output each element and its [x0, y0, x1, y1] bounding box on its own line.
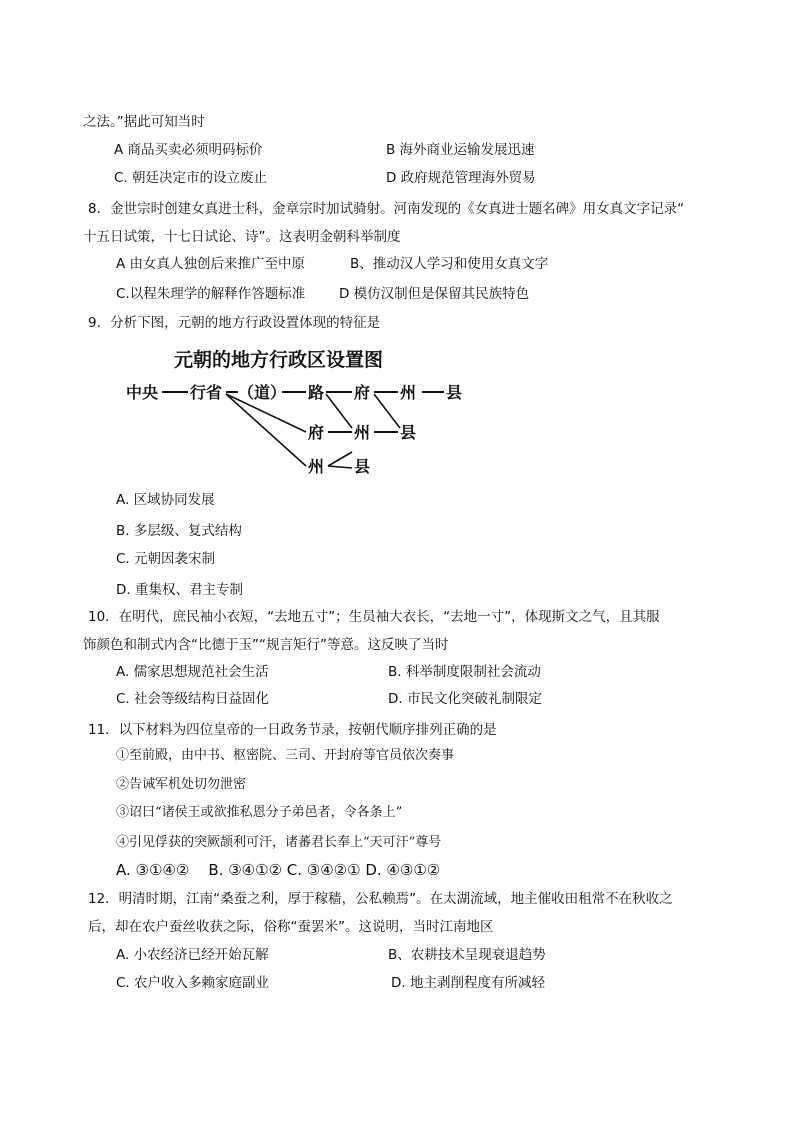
q8-stem-line2: 十五日试策，十七日试论、诗”。这表明金朝科举制度 [83, 229, 401, 245]
q12-option-a: A. 小农经济已经开始瓦解 [116, 947, 269, 963]
q10-option-c: C. 社会等级结构日益固化 [116, 691, 270, 707]
node-lu: 路 [308, 383, 325, 402]
q7-option-c: C. 朝廷决定市的设立废止 [114, 170, 268, 186]
q9-stem: 9．分析下图，元朝的地方行政设置体现的特征是 [88, 315, 381, 331]
q9-option-c: C. 元朝因袭宋制 [116, 551, 216, 567]
node-xian-row3: 县 [354, 457, 371, 476]
q12-stem-line2: 后，却在农户蚕丝收获之际，俗称“蚕罢米”。这说明，当时江南地区 [88, 919, 494, 935]
q7-option-b: B 海外商业运输发展迅速 [386, 142, 535, 158]
q8-option-c: C.以程朱理学的解释作答题标准 [116, 286, 306, 302]
q10-stem-line1: 10．在明代，庶民袖小衣短，“去地五寸”；生员袖大衣长，“去地一寸”，体现斯文之气，且其服 [88, 609, 660, 625]
q12-option-d: D. 地主剥削程度有所减轻 [391, 975, 545, 991]
connector-line [328, 466, 352, 468]
q7-option-a: A 商品买卖必须明码标价 [114, 142, 263, 158]
q11-item-1: ①至前殿，由中书、枢密院、三司、开封府等官员依次奏事 [116, 748, 455, 763]
node-zhou-row3: 州 [308, 457, 325, 476]
q7-stem-tail: 之法。”据此可知当时 [83, 114, 205, 130]
q10-option-a: A. 儒家思想规范社会生活 [116, 664, 269, 680]
q8-option-d: D 模仿汉制但是保留其民族特色 [339, 286, 530, 302]
q11-stem: 11．以下材料为四位皇帝的一日政务节录，按朝代顺序排列正确的是 [88, 722, 497, 738]
q10-stem-line2: 饰颜色和制式内含“比德于玉”“规言矩行”等意。这反映了当时 [83, 637, 449, 653]
q8-option-a: A 由女真人独创后来推广至中原 [116, 256, 306, 272]
node-province: 行省 [190, 383, 223, 402]
q12-option-b: B、农耕技术呈现衰退趋势 [388, 947, 546, 963]
q9-option-d: D. 重集权、君主专制 [116, 582, 243, 598]
yuan-admin-diagram [112, 340, 480, 482]
node-zhou-row2: 州 [354, 423, 371, 442]
q11-answers: A. ③①④② B. ③④①② C. ③④②① D. ④③①② [116, 861, 441, 879]
diagram-title: 元朝的地方行政区设置图 [174, 349, 384, 371]
q12-option-c: C. 农户收入多赖家庭副业 [116, 975, 270, 991]
node-xian-row1: 县 [446, 383, 463, 402]
node-xian-row2: 县 [400, 423, 417, 442]
q11-item-4: ④引见俘获的突厥颉利可汗，诸蕃君长奉上“天可汗”尊号 [116, 835, 442, 850]
node-zhou-row1: 州 [400, 383, 417, 402]
node-central: 中央 [126, 383, 159, 402]
q9-option-b: B. 多层级、复式结构 [116, 523, 242, 539]
q10-option-d: D. 市民文化突破礼制限定 [388, 691, 542, 707]
q10-option-b: B. 科举制度限制社会流动 [388, 664, 541, 680]
branch-line [328, 452, 352, 466]
branch-line [326, 394, 352, 428]
q11-item-3: ③诏曰“诸侯王或欲推私恩分子弟邑者，令各条上” [116, 805, 403, 820]
q9-option-a: A. 区域协同发展 [116, 492, 215, 508]
q7-option-d: D 政府规范管理海外贸易 [386, 170, 536, 186]
node-fu-row1: 府 [354, 383, 371, 402]
node-fu-row2: 府 [308, 423, 325, 442]
branch-line [226, 394, 306, 466]
q11-item-2: ②告诫军机处切勿泄密 [116, 777, 247, 792]
q8-option-b: B、推动汉人学习和使用女真文字 [350, 256, 549, 272]
branch-line [374, 394, 400, 428]
q8-stem-line1: 8．金世宗时创建女真进士科，金章宗时加试骑射。河南发现的《女真进士题名碑》用女真文字记录“ [88, 201, 685, 217]
node-dao: （道） [238, 383, 287, 402]
q12-stem-line1: 12．明清时期，江南“桑蚕之利，厚于稼穑，公私赖焉”。在太湖流域，地主催收田租常不在秋收之 [88, 891, 673, 907]
